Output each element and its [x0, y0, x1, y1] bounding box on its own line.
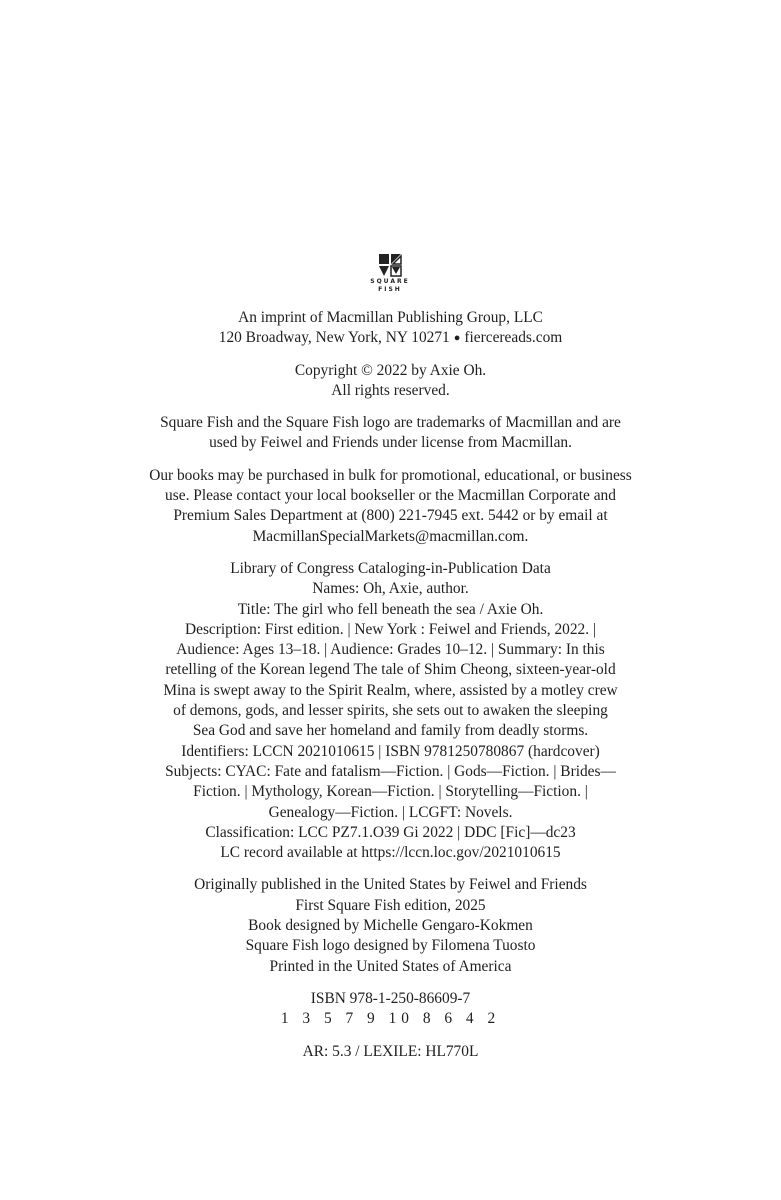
- cip-line: Identifiers: LCCN 2021010615 | ISBN 9781250780867 (hardcover): [181, 742, 600, 760]
- cip-line: of demons, gods, and lesser spirits, she sets out to awaken the sleeping: [173, 702, 608, 720]
- bulk-purchase-block: [0, 466, 781, 547]
- address-line: [0, 328, 781, 348]
- publisher-address: 120 Broadway, New York, NY 10271: [218, 329, 450, 347]
- cip-line: Fiction. | Mythology, Korean—Fiction. | Storytelling—Fiction. |: [193, 783, 588, 801]
- publication-line: First Square Fish edition, 2025: [295, 896, 486, 914]
- cip-line: Subjects: CYAC: Fate and fatalism—Fiction. | Gods—Fiction. | Brides—: [165, 762, 616, 780]
- bulk-line: Premium Sales Department at (800) 221-7945 ext. 5442 or by email at: [173, 507, 608, 525]
- cip-line: Title: The girl who fell beneath the sea / Axie Oh.: [237, 600, 544, 618]
- square-fish-logo-icon: [377, 252, 403, 278]
- cip-line: retelling of the Korean legend The tale of Shim Cheong, sixteen-year-old: [165, 661, 616, 679]
- cip-line: Library of Congress Cataloging-in-Publication Data: [230, 559, 551, 577]
- publication-line: Square Fish logo designed by Filomena Tuosto: [245, 937, 536, 955]
- publisher-website: fiercereads.com: [464, 329, 563, 347]
- rights-line: All rights reserved.: [331, 381, 450, 399]
- logo-word-top: SQUARE: [370, 278, 410, 285]
- publication-line: Originally published in the United States by Feiwel and Friends: [194, 876, 587, 894]
- cip-line: Genealogy—Fiction. | LCGFT: Novels.: [268, 803, 513, 821]
- cip-line: LC record available at https://lccn.loc.gov/2021010615: [220, 844, 561, 862]
- cip-block: [0, 559, 781, 863]
- imprint-block: [0, 308, 781, 349]
- cip-line: Description: First edition. | New York : Feiwel and Friends, 2022. |: [185, 620, 596, 638]
- reading-level-block: [0, 1042, 781, 1062]
- cip-line: Mina is swept away to the Spirit Realm, where, assisted by a motley crew: [163, 681, 618, 699]
- bulk-line: use. Please contact your local bookseller or the Macmillan Corporate and: [165, 487, 616, 505]
- cip-line: Audience: Ages 13–18. | Audience: Grades 10–12. | Summary: In this: [176, 641, 605, 659]
- publication-block: [0, 875, 781, 976]
- reading-level-line: AR: 5.3 / LEXILE: HL770L: [302, 1042, 479, 1060]
- bulk-email-line: MacmillanSpecialMarkets@macmillan.com.: [252, 527, 529, 545]
- imprint-line: An imprint of Macmillan Publishing Group, LLC: [238, 309, 543, 326]
- print-line: 1 3 5 7 9 10 8 6 4 2: [280, 1010, 501, 1028]
- publication-line: Book designed by Michelle Gengaro-Kokmen: [248, 917, 533, 935]
- cip-line: Sea God and save her homeland and family from deadly storms.: [192, 722, 589, 740]
- bulk-line: Our books may be purchased in bulk for promotional, educational, or business: [149, 466, 632, 484]
- trademark-line: Square Fish and the Square Fish logo are trademarks of Macmillan and are: [160, 414, 621, 432]
- publication-line: Printed in the United States of America: [269, 957, 512, 975]
- square-fish-logo: [366, 252, 414, 304]
- copyright-block: [0, 361, 781, 402]
- copyright-line: Copyright © 2022 by Axie Oh.: [294, 361, 487, 379]
- copyright-text: [0, 308, 781, 1074]
- cip-line: Names: Oh, Axie, author.: [312, 580, 469, 598]
- isbn-block: [0, 989, 781, 1030]
- cip-line: Classification: LCC PZ7.1.O39 Gi 2022 | DDC [Fic]—dc23: [205, 823, 576, 841]
- isbn-line: ISBN 978-1-250-86609-7: [310, 989, 471, 1007]
- trademark-line: used by Feiwel and Friends under license from Macmillan.: [209, 434, 572, 452]
- trademark-block: [0, 413, 781, 454]
- logo-word-bottom: FISH: [378, 286, 402, 293]
- bullet-separator: ●: [453, 332, 461, 345]
